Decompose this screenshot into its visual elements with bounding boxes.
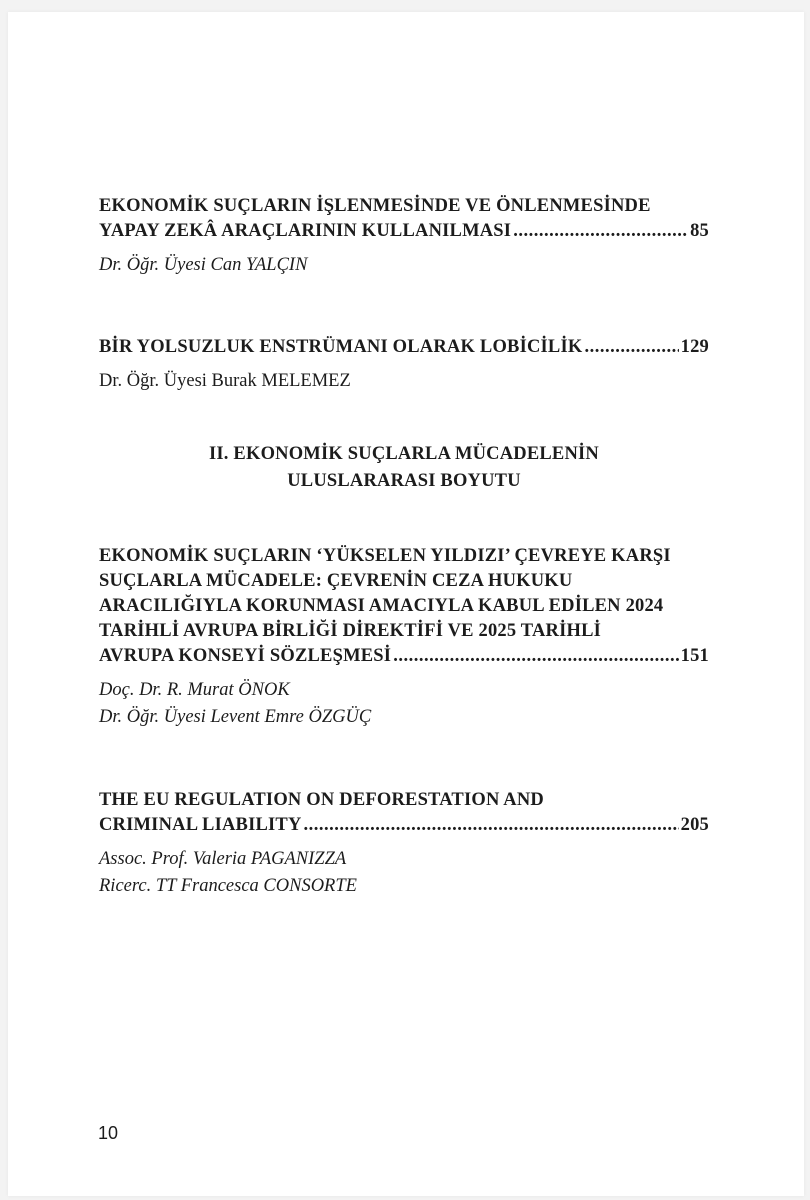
section-heading-line-1: II. EKONOMİK SUÇLARLA MÜCADELENİN (208, 444, 599, 464)
title-line: CRIMINAL LIABILITY (99, 815, 302, 835)
toc-entry-3[interactable] (99, 544, 709, 730)
section-heading-line-2: ULUSLARARASI BOYUTU (287, 471, 521, 491)
section-heading (99, 441, 709, 495)
author-name: Assoc. Prof. Valeria PAGANIZZA (99, 849, 347, 869)
page-number: 85 (690, 221, 709, 241)
author-name: Dr. Öğr. Üyesi Can YALÇIN (99, 255, 308, 275)
title-last-line (99, 644, 709, 669)
page-number: 205 (680, 815, 709, 835)
toc-entry-4[interactable] (99, 788, 709, 899)
toc-entry-2[interactable] (99, 335, 709, 394)
title-line: THE EU REGULATION ON DEFORESTATION AND (99, 790, 544, 810)
toc-entry-title (99, 788, 709, 838)
title-line: AVRUPA KONSEYİ SÖZLEŞMESİ (99, 646, 392, 666)
dot-leader (393, 644, 678, 669)
title-line: ARACILIĞIYLA KORUNMASI AMACIYLA KABUL EDİLEN 2024 (99, 596, 664, 616)
title-line: TARİHLİ AVRUPA BİRLİĞİ DİREKTİFİ VE 2025 TARİHLİ (99, 621, 602, 641)
title-last-line (99, 219, 709, 244)
author-name: Ricerc. TT Francesca CONSORTE (99, 876, 357, 896)
author-name: Dr. Öğr. Üyesi Levent Emre ÖZGÜÇ (99, 707, 372, 727)
page-number: 151 (680, 646, 709, 666)
author-name: Dr. Öğr. Üyesi Burak MELEMEZ (99, 371, 351, 391)
title-last-line (99, 335, 709, 360)
toc-entry-title (99, 335, 709, 360)
title-line: YAPAY ZEKÂ ARAÇLARININ KULLANILMASI (99, 221, 512, 241)
dot-leader (513, 219, 688, 244)
author-name: Doç. Dr. R. Murat ÖNOK (99, 680, 290, 700)
page-folio: 10 (98, 1123, 119, 1143)
page-number: 129 (680, 337, 709, 357)
toc-entry-title (99, 194, 709, 244)
title-line: EKONOMİK SUÇLARIN ‘YÜKSELEN YILDIZI’ ÇEVREYE KARŞI (99, 546, 671, 566)
dot-leader (304, 813, 679, 838)
title-line: EKONOMİK SUÇLARIN İŞLENMESİNDE VE ÖNLENMESİNDE (99, 196, 651, 216)
dot-leader (584, 335, 678, 360)
title-last-line (99, 813, 709, 838)
toc-entry-title (99, 544, 709, 669)
title-line: SUÇLARLA MÜCADELE: ÇEVRENİN CEZA HUKUKU (99, 571, 573, 591)
toc-entry-1[interactable] (99, 194, 709, 278)
title-line: BİR YOLSUZLUK ENSTRÜMANI OLARAK LOBİCİLİK (99, 337, 583, 357)
